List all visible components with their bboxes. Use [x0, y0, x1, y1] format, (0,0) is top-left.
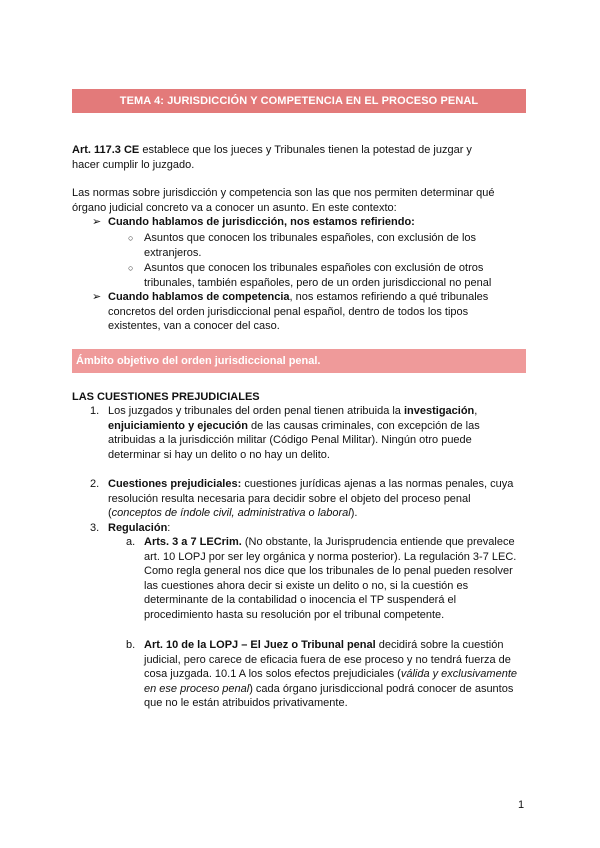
suba-line1: (No obstante, la Jurisprudencia entiende que prevalece [241, 536, 515, 548]
arrow-bullet-icon: ➢ [92, 291, 102, 303]
list-item-2 [90, 477, 520, 521]
item2-paren-open: ( [108, 507, 112, 519]
list-number: 2. [90, 478, 100, 490]
intro-art-ref: Art. 117.3 CE [72, 144, 140, 156]
bullet-competencia [92, 290, 522, 334]
sub1-line1: Asuntos que conocen los tribunales españoles, con exclusión de los [144, 232, 477, 244]
item1-line4: determinar si hay un delito o no hay un delito. [108, 448, 330, 461]
sub-bullet-extranjeros [128, 231, 508, 260]
circle-bullet-icon: ○ [128, 233, 134, 243]
subb-line2: judicial, pero carece de eficacia fuera de ese proceso y no tendrá fuerza de [144, 653, 511, 666]
circle-bullet-icon: ○ [128, 263, 134, 273]
list-letter: a. [126, 536, 136, 548]
sub2-line1: Asuntos que conocen los tribunales españoles con exclusión de otros [144, 262, 484, 274]
item1-post: de las causas criminales, con excepción de las [248, 419, 480, 432]
item1-bold2: enjuiciamiento y ejecución [108, 419, 248, 432]
subb-line1: decidirá sobre la cuestión [375, 639, 504, 651]
item1-line3: atribuidas a la jurisdicción militar (Código Penal Militar). Ningún otro puede [108, 434, 472, 446]
suba-line6: procedimiento hasta su resolución por el tribunal competente. [144, 608, 445, 621]
intro-paragraph [72, 143, 532, 172]
list-subitem-a [126, 535, 526, 622]
chapter-title-banner [72, 89, 526, 113]
item1-pre: Los juzgados y tribunales del orden penal tienen atribuida la [108, 405, 404, 417]
competencia-line2: concretos del orden jurisdiccional penal español, dentro de todos los tipos [108, 305, 469, 318]
section-banner [72, 349, 526, 373]
suba-line5: determinante de la contabilidad o inocencia el TP suspenderá el [144, 594, 457, 606]
subb-line4-post: ) cada órgano jurisdiccional podrá conocer de asuntos [249, 682, 514, 695]
normas-line2: órgano judicial concreto va a conocer un asunto. En este contexto: [72, 201, 397, 214]
heading-cuestiones-prejudiciales: LAS CUESTIONES PREJUDICIALES [72, 391, 260, 403]
page-number: 1 [518, 799, 525, 811]
competencia-bold: Cuando hablamos de competencia [108, 291, 290, 303]
suba-line4: las cuestiones ahora decir si existe un delito o no, si la cuestión es [144, 579, 469, 592]
item2-line2: resolución resulta necesaria para decidir sobre el objeto del proceso penal [108, 492, 471, 505]
subb-line3-italic: válida y exclusivamente [400, 668, 517, 680]
section-title: Ámbito objetivo del orden jurisdiccional penal. [76, 354, 321, 367]
item3-colon: : [167, 522, 171, 534]
normas-line1: Las normas sobre jurisdicción y competencia son las que nos permiten determinar qué [72, 187, 495, 199]
competencia-line1: , nos estamos refiriendo a qué tribunales [289, 291, 489, 303]
item1-comma: , [474, 405, 478, 417]
list-item-3 [90, 521, 520, 536]
subb-line5: que no le están atribuidos privativamente. [144, 697, 348, 709]
sub-bullet-otros-ordenes [128, 261, 508, 290]
subb-bold: Art. 10 de la LOPJ – El Juez o Tribunal penal [144, 639, 376, 651]
intro-text-line1: establece que los jueces y Tribunales tienen la potestad de juzgar y [139, 144, 472, 156]
item3-bold: Regulación [108, 522, 168, 534]
suba-bold: Arts. 3 a 7 LECrim. [144, 536, 242, 548]
chapter-title: TEMA 4: JURISDICCIÓN Y COMPETENCIA EN EL PROCESO PENAL [119, 94, 479, 107]
arrow-bullet-icon: ➢ [92, 216, 102, 228]
list-number: 3. [90, 522, 100, 534]
jurisdiccion-title: Cuando hablamos de jurisdicción, nos estamos refiriendo: [108, 216, 415, 228]
item2-italic: conceptos de índole civil, administrativa o laboral [111, 507, 351, 519]
item2-line1: cuestiones jurídicas ajenas a las normas penales, cuya [241, 478, 514, 490]
list-number: 1. [90, 405, 100, 417]
item1-bold1: investigación [403, 405, 475, 417]
subb-line3-pre: cosa juzgada. 10.1 A los solos efectos prejudiciales ( [144, 668, 401, 680]
bullet-jurisdiccion [92, 215, 522, 230]
suba-line3: Como regla general nos dice que los tribunales de lo penal pueden resolver [144, 565, 513, 577]
normas-paragraph [72, 186, 532, 215]
subb-line4-italic: en ese proceso penal [144, 682, 250, 695]
competencia-line3: existentes, van a conocer del caso. [108, 320, 280, 332]
list-letter: b. [126, 639, 136, 651]
intro-text-line2: hacer cumplir lo juzgado. [72, 158, 195, 171]
list-item-1 [90, 404, 520, 462]
sub2-line2: tribunales, también españoles, pero de un orden jurisdiccional no penal [144, 276, 492, 289]
sub1-line2: extranjeros. [144, 246, 202, 259]
item2-paren-close: ). [350, 507, 358, 519]
suba-line2: art. 10 LOPJ por ser ley orgánica y norma posterior). La regulación 3-7 LEC. [144, 550, 517, 563]
item2-bold: Cuestiones prejudiciales: [108, 478, 242, 490]
list-subitem-b [126, 638, 526, 711]
